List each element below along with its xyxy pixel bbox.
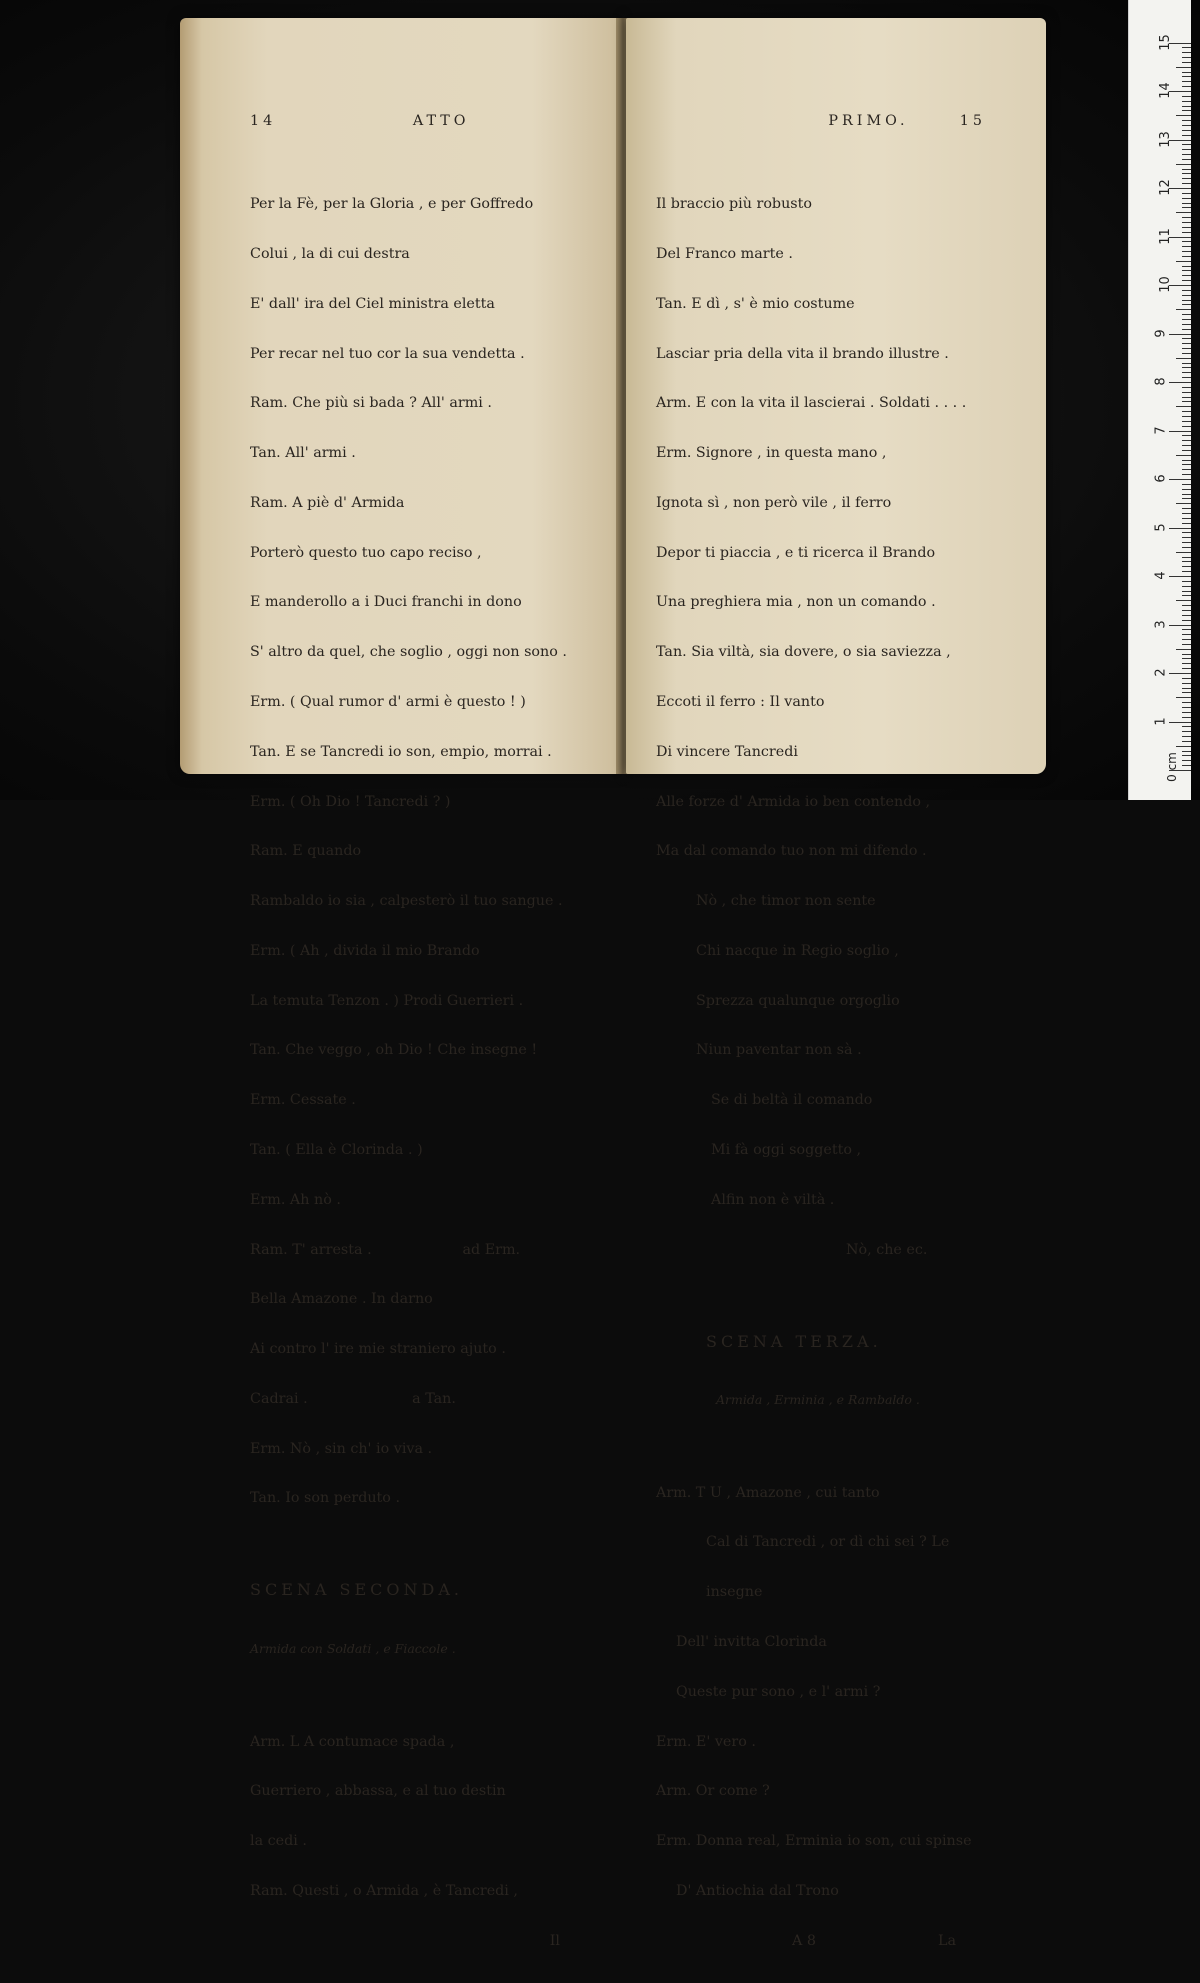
- ruler-tick: [1182, 523, 1191, 524]
- ruler-tick: [1182, 595, 1191, 596]
- ruler-tick: [1182, 135, 1191, 136]
- open-book: [180, 18, 1050, 1949]
- ruler-tick: [1169, 673, 1191, 674]
- ruler-tick: [1182, 324, 1191, 325]
- ruler-tick: [1182, 765, 1191, 766]
- ruler-tick: [1182, 464, 1191, 465]
- ruler-tick: [1182, 198, 1191, 199]
- ruler-tick: [1182, 372, 1191, 373]
- text-line: Queste pur sono , e l' armi ?: [676, 1683, 881, 1700]
- ruler-tick: [1182, 678, 1191, 679]
- ruler-tick: [1182, 445, 1191, 446]
- text-line: Arm. Or come ?: [656, 1783, 770, 1800]
- ruler-tick: [1182, 411, 1191, 412]
- ruler-tick: [1176, 164, 1191, 165]
- text-line: Dell' invitta Clorinda: [676, 1634, 827, 1651]
- text-line: Ram. Che più si bada ? All' armi .: [250, 395, 492, 412]
- measurement-ruler: [1128, 0, 1191, 800]
- ruler-tick: [1182, 450, 1191, 451]
- ruler-tick: [1182, 566, 1191, 567]
- text-line: Sprezza qualunque orgoglio: [696, 992, 900, 1009]
- text-line: Erm. Cessate .: [250, 1092, 356, 1109]
- ruler-tick: [1182, 591, 1191, 592]
- ruler-tick: [1182, 76, 1191, 77]
- left-page-lines: [250, 163, 567, 1540]
- ruler-tick: [1176, 600, 1191, 601]
- left-running-head: [250, 113, 567, 130]
- ruler-number: 9: [1153, 328, 1169, 338]
- ruler-tick: [1176, 697, 1191, 698]
- ruler-tick: [1182, 654, 1191, 655]
- ruler-tick: [1176, 261, 1191, 262]
- text-line: Di vincere Tancredi: [656, 743, 798, 760]
- ruler-tick: [1182, 571, 1191, 572]
- text-line: Lasciar pria della vita il brando illustre .: [656, 345, 949, 362]
- text-line: Se di beltà il comando: [711, 1092, 873, 1109]
- text-line: Ai contro l' ire mie straniero ajuto .: [250, 1341, 506, 1358]
- text-line: Per recar nel tuo cor la sua vendetta .: [250, 345, 525, 362]
- text-line: Il braccio più robusto: [656, 196, 812, 213]
- ruler-number: 5: [1153, 522, 1169, 532]
- ruler-tick: [1182, 586, 1191, 587]
- text-line: Eccoti il ferro : Il vanto: [656, 693, 825, 710]
- text-line: Mi fà oggi soggetto ,: [711, 1142, 862, 1158]
- ruler-tick: [1182, 319, 1191, 320]
- ruler-tick: [1176, 358, 1191, 359]
- ruler-tick: [1182, 207, 1191, 208]
- ruler-tick: [1169, 625, 1191, 626]
- ruler-tick: [1182, 537, 1191, 538]
- ruler-tick: [1182, 615, 1191, 616]
- ruler-tick: [1182, 52, 1191, 53]
- ruler-tick: [1182, 154, 1191, 155]
- text-line: Cal di Tancredi , or dì chi sei ? Le: [706, 1534, 950, 1551]
- ruler-tick: [1182, 270, 1191, 271]
- ruler-tick: [1182, 683, 1191, 684]
- ruler-tick: [1182, 474, 1191, 475]
- ruler-tick: [1182, 707, 1191, 708]
- scene-title: SCENA TERZA.: [706, 1331, 882, 1351]
- ruler-tick: [1176, 309, 1191, 310]
- right-page-text: [656, 80, 986, 1983]
- ruler-number: 2: [1153, 668, 1169, 677]
- text-line: Ma dal comando tuo non mi difendo .: [656, 843, 927, 860]
- running-head-primo: PRIMO.: [828, 113, 909, 130]
- text-line: Ram. Questi , o Armida , è Tancredi ,: [250, 1882, 518, 1899]
- ruler-tick: [1182, 266, 1191, 267]
- ruler-tick: [1182, 658, 1191, 659]
- ruler-tick: [1182, 57, 1191, 58]
- ruler-tick: [1182, 751, 1191, 752]
- ruler-number: 7: [1153, 425, 1169, 435]
- text-line: Guerriero , abbassa, e al tuo destin: [250, 1783, 506, 1800]
- ruler-tick: [1176, 212, 1191, 213]
- text-line: Erm. E' vero .: [656, 1733, 756, 1750]
- spacer: [250, 1690, 567, 1700]
- ruler-tick: [1182, 232, 1191, 233]
- ruler-tick: [1182, 353, 1191, 354]
- ruler-tick: [1182, 256, 1191, 257]
- text-line: Erm. ( Ah , divida il mio Brando: [250, 942, 480, 959]
- ruler-tick: [1182, 110, 1191, 111]
- text-line: Erm. ( Qual rumor d' armi è questo ! ): [250, 693, 526, 710]
- text-line: Porterò questo tuo capo reciso ,: [250, 544, 482, 561]
- spacer: [656, 1442, 986, 1452]
- ruler-tick: [1169, 528, 1191, 529]
- ruler-number: 12: [1157, 179, 1173, 196]
- text-line: Alle forze d' Armida io ben contendo ,: [656, 793, 931, 810]
- ruler-tick: [1182, 377, 1191, 378]
- ruler-tick: [1182, 275, 1191, 276]
- ruler-tick: [1182, 387, 1191, 388]
- ruler-tick: [1182, 639, 1191, 640]
- text-line: La temuta Tenzon . ) Prodi Guerrieri .: [250, 992, 524, 1009]
- ruler-number: 15: [1157, 33, 1173, 51]
- ruler-tick: [1169, 382, 1191, 383]
- text-line: Ram. E quando: [250, 843, 362, 860]
- right-page-lines: [656, 163, 986, 1291]
- ruler-tick: [1182, 668, 1191, 669]
- ruler-tick: [1182, 144, 1191, 145]
- text-line: Tan. E dì , s' è mio costume: [656, 295, 855, 312]
- ruler-tick: [1169, 576, 1191, 577]
- ruler-tick: [1176, 67, 1191, 68]
- text-line: Arm. T U , Amazone , cui tanto: [656, 1484, 880, 1501]
- ruler-tick: [1182, 72, 1191, 73]
- ruler-tick: [1176, 503, 1191, 504]
- ruler-tick: [1182, 755, 1191, 756]
- ruler-number: 13: [1157, 130, 1173, 148]
- ruler-tick: [1182, 343, 1191, 344]
- ruler-tick: [1182, 81, 1191, 82]
- ruler-tick: [1182, 717, 1191, 718]
- ruler-tick: [1182, 227, 1191, 228]
- ruler-tick: [1182, 125, 1191, 126]
- ruler-tick: [1182, 329, 1191, 330]
- ruler-tick: [1182, 106, 1191, 107]
- ruler-tick: [1182, 605, 1191, 606]
- ruler-tick: [1182, 96, 1191, 97]
- ruler-tick: [1182, 149, 1191, 150]
- ruler-number: 10: [1157, 276, 1173, 293]
- text-line: Erm. Nò , sin ch' io viva .: [250, 1440, 433, 1457]
- text-line: Per la Fè, per la Gloria , e per Goffredo: [250, 196, 534, 213]
- ruler-tick: [1182, 246, 1191, 247]
- left-page: [180, 18, 620, 1949]
- ruler-tick: [1182, 610, 1191, 611]
- ruler-tick: [1182, 518, 1191, 519]
- ruler-tick: [1182, 426, 1191, 427]
- text-line: Erm. Donna real, Erminia io son, cui spinse: [656, 1833, 972, 1850]
- ruler-tick: [1182, 178, 1191, 179]
- page-number-right: 15: [959, 113, 986, 130]
- page-number-left: 14: [250, 113, 277, 130]
- ruler-number: 1: [1153, 716, 1169, 726]
- ruler-tick: [1176, 115, 1191, 116]
- ruler-tick: [1182, 397, 1191, 398]
- ruler-tick: [1182, 663, 1191, 664]
- ruler-tick: [1182, 290, 1191, 291]
- ruler-tick: [1182, 251, 1191, 252]
- ruler-tick: [1182, 561, 1191, 562]
- catchword: Il: [549, 1932, 560, 1949]
- text-line: Erm. Ah nò .: [250, 1191, 341, 1208]
- running-head-atto: ATTO: [412, 113, 470, 130]
- ruler-number: 6: [1153, 474, 1169, 483]
- text-line: Depor ti piaccia , e ti ricerca il Brando: [656, 544, 936, 561]
- ruler-tick: [1182, 86, 1191, 87]
- ruler-tick: [1176, 552, 1191, 553]
- text-line: Ignota sì , non però vile , il ferro: [656, 494, 892, 511]
- ruler-tick: [1176, 406, 1191, 407]
- text-line: Arm. E con la vita il lascierai . Soldati . . . .: [656, 395, 967, 412]
- ruler-tick: [1182, 634, 1191, 635]
- scene-cast: Armida , Erminia , e Rambaldo .: [716, 1391, 920, 1407]
- ruler-tick: [1182, 348, 1191, 349]
- text-line: la cedi .: [250, 1833, 307, 1850]
- ruler-tick: [1182, 557, 1191, 558]
- ruler-tick: [1182, 159, 1191, 160]
- ruler-tick: [1182, 460, 1191, 461]
- ruler-tick: [1169, 334, 1191, 335]
- left-page-text: [250, 80, 567, 1983]
- ruler-tick: [1182, 741, 1191, 742]
- ruler-tick: [1169, 722, 1191, 723]
- ruler-tick: [1182, 101, 1191, 102]
- ruler-tick: [1169, 479, 1191, 480]
- ruler-tick: [1182, 120, 1191, 121]
- ruler-tick: [1182, 304, 1191, 305]
- ruler-tick: [1182, 484, 1191, 485]
- text-line: Nò, che ec.: [846, 1241, 928, 1258]
- ruler-tick: [1182, 440, 1191, 441]
- ruler-tick: [1182, 692, 1191, 693]
- text-line: Arm. L A contumace spada ,: [250, 1733, 455, 1750]
- text-line: insegne: [706, 1584, 763, 1601]
- ruler-tick: [1182, 542, 1191, 543]
- ruler-tick: [1182, 130, 1191, 131]
- ruler-number: 3: [1153, 619, 1169, 629]
- ruler-tick: [1182, 644, 1191, 645]
- text-line: E manderollo a i Duci franchi in dono: [250, 594, 522, 611]
- text-line: Tan. Che veggo , oh Dio ! Che insegne !: [250, 1042, 538, 1059]
- ruler-tick: [1182, 513, 1191, 514]
- page-footer: [656, 1933, 986, 1950]
- ruler-tick: [1182, 435, 1191, 436]
- ruler-number: 4: [1153, 571, 1169, 580]
- ruler-tick: [1182, 47, 1191, 48]
- text-line: Rambaldo io sia , calpesterò il tuo sangue .: [250, 893, 563, 910]
- ruler-tick: [1182, 314, 1191, 315]
- text-line: Tan. All' armi .: [250, 445, 356, 462]
- ruler-tick: [1182, 736, 1191, 737]
- ruler-tick: [1182, 416, 1191, 417]
- text-line: Ram. T' arresta . ad Erm.: [250, 1241, 521, 1258]
- ruler-tick: [1182, 726, 1191, 727]
- ruler-tick: [1182, 532, 1191, 533]
- ruler-tick: [1182, 241, 1191, 242]
- ruler-tick: [1182, 469, 1191, 470]
- scene-cast: Armida con Soldati , e Fiaccole .: [250, 1640, 456, 1656]
- ruler-tick: [1182, 300, 1191, 301]
- ruler-tick: [1182, 169, 1191, 170]
- ruler-tick: [1182, 581, 1191, 582]
- ruler-tick: [1182, 295, 1191, 296]
- ruler-number: 8: [1153, 377, 1169, 386]
- text-line: Niun paventar non sà .: [696, 1042, 862, 1059]
- right-page: [626, 18, 1046, 1949]
- text-line: Una preghiera mia , non un comando .: [656, 594, 936, 611]
- text-line: Tan. Sia viltà, sia dovere, o sia saviezza ,: [656, 644, 951, 661]
- catchword: La: [937, 1932, 956, 1949]
- text-line: Alfin non è viltà .: [711, 1191, 835, 1208]
- ruler-tick: [1182, 183, 1191, 184]
- text-line: Tan. E se Tancredi io son, empio, morrai .: [250, 743, 552, 760]
- right-running-head: [656, 113, 986, 130]
- text-line: Bella Amazone . In darno: [250, 1291, 433, 1308]
- signature-mark: A 8: [792, 1932, 816, 1949]
- ruler-tick: [1182, 338, 1191, 339]
- ruler-tick: [1182, 367, 1191, 368]
- scene-title: SCENA SECONDA.: [250, 1580, 463, 1600]
- ruler-tick: [1182, 62, 1191, 63]
- ruler-tick: [1182, 702, 1191, 703]
- ruler-tick: [1182, 401, 1191, 402]
- ruler-tick: [1182, 508, 1191, 509]
- ruler-tick: [1182, 547, 1191, 548]
- ruler-tick: [1182, 203, 1191, 204]
- text-line: Chi nacque in Regio soglio ,: [696, 942, 899, 959]
- text-line: Ram. A piè d' Armida: [250, 494, 405, 511]
- ruler-tick: [1182, 688, 1191, 689]
- ruler-tick: [1182, 280, 1191, 281]
- ruler-tick: [1182, 620, 1191, 621]
- ruler-tick: [1182, 498, 1191, 499]
- ruler-tick: [1169, 431, 1191, 432]
- text-line: Erm. Signore , in questa mano ,: [656, 445, 887, 462]
- text-line: Del Franco marte .: [656, 245, 793, 262]
- text-line: Cadrai . a Tan.: [250, 1390, 456, 1407]
- ruler-tick: [1182, 173, 1191, 174]
- ruler-number: 11: [1157, 227, 1173, 245]
- ruler-tick: [1182, 489, 1191, 490]
- ruler-tick: [1176, 746, 1191, 747]
- text-line: S' altro da quel, che soglio , oggi non sono .: [250, 644, 567, 661]
- ruler-unit: 0 cm: [1164, 752, 1179, 782]
- text-line: Colui , la di cui destra: [250, 245, 410, 262]
- ruler-tick: [1182, 712, 1191, 713]
- ruler-tick: [1182, 494, 1191, 495]
- ruler-tick: [1182, 731, 1191, 732]
- text-line: E' dall' ira del Ciel ministra eletta: [250, 295, 495, 312]
- text-line: D' Antiochia dal Trono: [676, 1882, 839, 1899]
- ruler-tick: [1176, 649, 1191, 650]
- ruler-tick: [1182, 760, 1191, 761]
- text-line: Tan. Io son perduto .: [250, 1490, 400, 1507]
- ruler-tick: [1182, 222, 1191, 223]
- ruler-number: 14: [1157, 82, 1173, 99]
- ruler-tick: [1182, 363, 1191, 364]
- ruler-tick: [1182, 421, 1191, 422]
- ruler-tick: [1182, 629, 1191, 630]
- ruler-tick: [1176, 455, 1191, 456]
- text-line: Tan. ( Ella è Clorinda . ): [250, 1142, 423, 1158]
- ruler-tick: [1182, 217, 1191, 218]
- text-line: Erm. ( Oh Dio ! Tancredi ? ): [250, 793, 451, 810]
- ruler-tick: [1182, 392, 1191, 393]
- text-line: Nò , che timor non sente: [696, 893, 876, 910]
- ruler-tick: [1182, 193, 1191, 194]
